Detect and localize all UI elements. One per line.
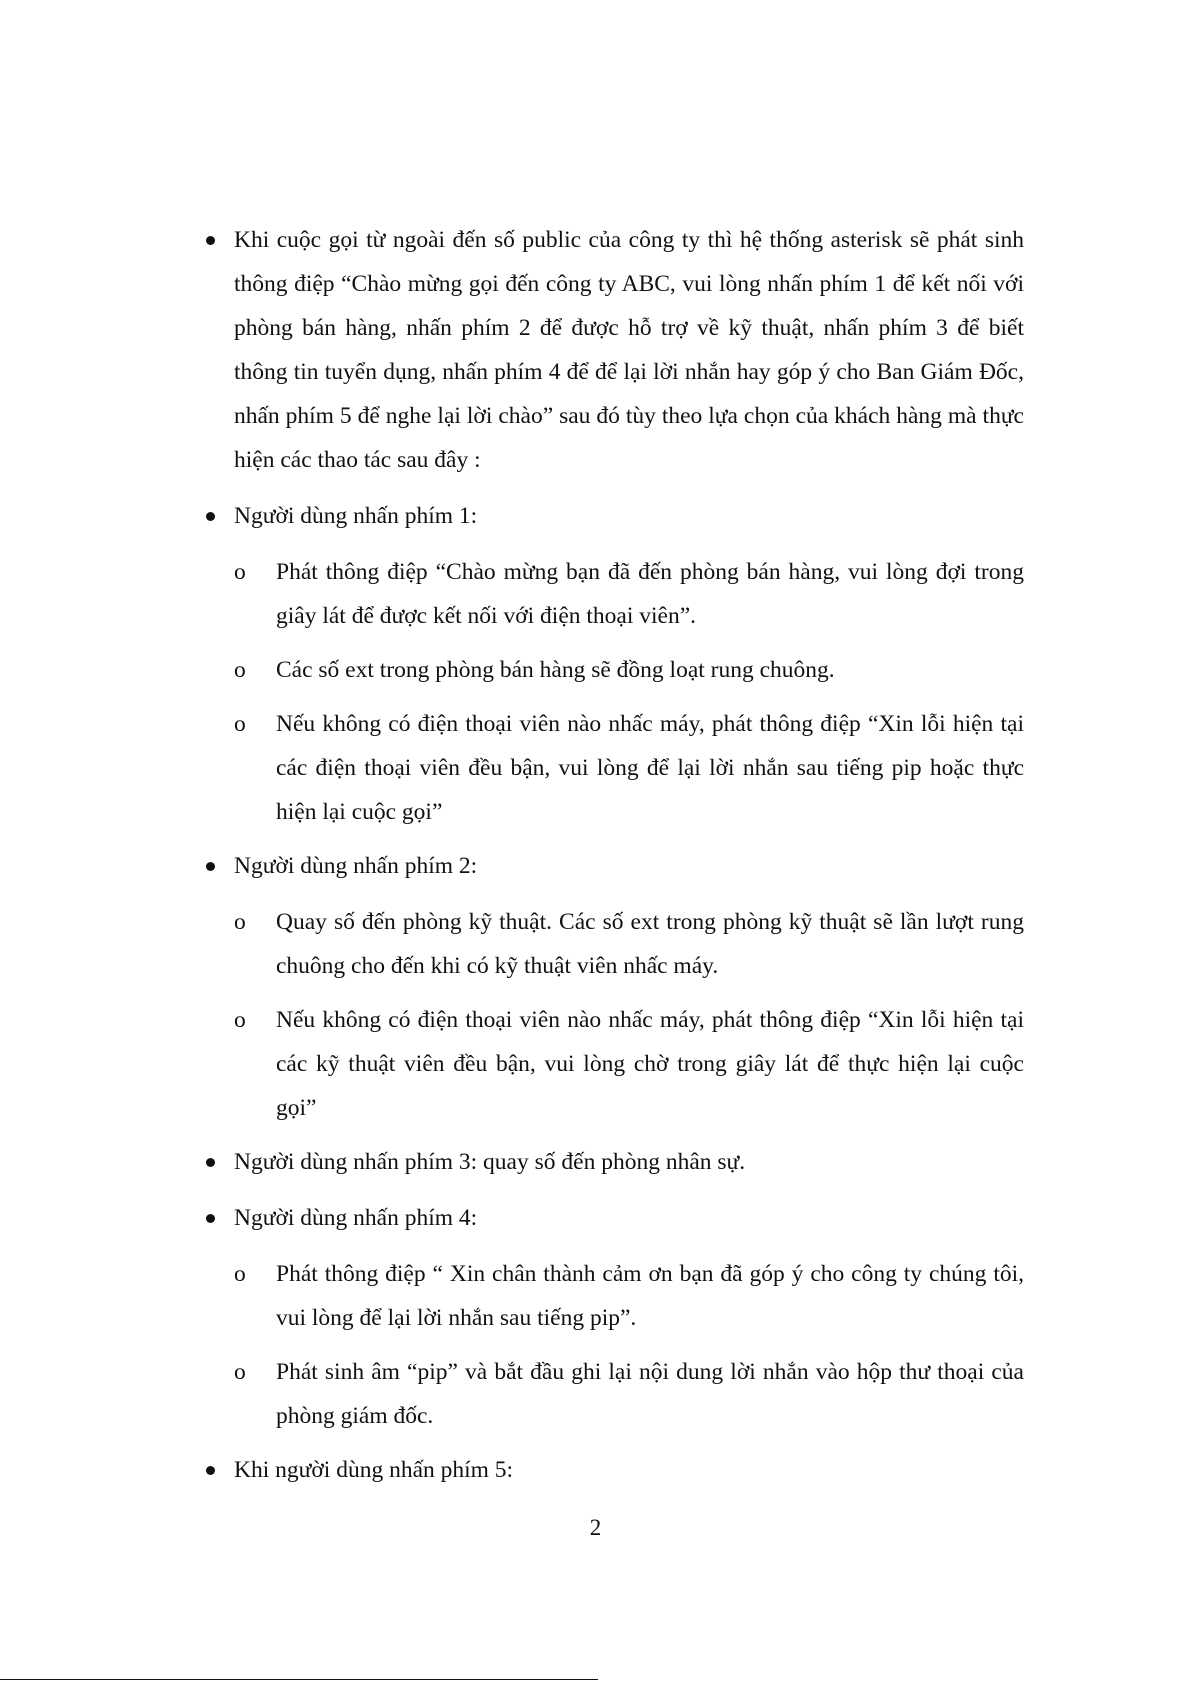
- sub-item: [234, 648, 1024, 692]
- sub-marker: o: [234, 657, 246, 683]
- bullet-text: Khi người dùng nhấn phím 5:: [234, 1457, 514, 1483]
- bullet-text: Người dùng nhấn phím 4:: [234, 1205, 478, 1231]
- sub-item: [234, 998, 1024, 1130]
- sub-text: Phát thông điệp “Chào mừng bạn đã đến phòng bán hàng, vui lòng đợi trong giây lát để được kết nối với điện thoại viên”.: [276, 559, 1024, 629]
- bullet-item: [206, 494, 1024, 538]
- bullet-text: Người dùng nhấn phím 2:: [234, 853, 478, 879]
- sub-text: Phát sinh âm “pip” và bắt đầu ghi lại nội dung lời nhắn vào hộp thư thoại của phòng giám đốc.: [276, 1359, 1024, 1429]
- sub-item: [234, 702, 1024, 834]
- sub-text: Quay số đến phòng kỹ thuật. Các số ext trong phòng kỹ thuật sẽ lần lượt rung chuông cho đến khi có kỹ thuật viên nhấc máy.: [276, 909, 1024, 979]
- sub-marker: o: [234, 1007, 246, 1033]
- footer-divider: [0, 1679, 598, 1680]
- bullet-item: [206, 1196, 1024, 1240]
- bullet-text: Khi cuộc gọi từ ngoài đến số public của công ty thì hệ thống asterisk sẽ phát sinh thông điệp “Chào mừng gọi đến công ty ABC, vui lòng nhấn phím 1 để kết nối với phòng bán hàng, nhấn phím 2 để được hỗ trợ về kỹ thuật, nhấn phím 3 để biết thông tin tuyển dụng, nhấn phím 4 để để lại lời nhắn hay góp ý cho Ban Giám Đốc, nhấn phím 5 để nghe lại lời chào” sau đó tùy theo lựa chọn của khách hàng mà thực hiện các thao tác sau đây :: [234, 227, 1024, 473]
- sub-marker: o: [234, 909, 246, 935]
- sub-marker: o: [234, 1359, 246, 1385]
- sub-marker: o: [234, 711, 246, 737]
- bullet-item: [206, 218, 1024, 482]
- bullet-item: [206, 1140, 1024, 1184]
- sub-item: [234, 550, 1024, 638]
- sub-item: [234, 900, 1024, 988]
- bullet-item: [206, 844, 1024, 888]
- sub-text: Các số ext trong phòng bán hàng sẽ đồng loạt rung chuông.: [276, 657, 835, 683]
- document-body: [206, 218, 1024, 1504]
- sub-item: [234, 1252, 1024, 1340]
- bullet-item: [206, 1448, 1024, 1492]
- bullet-text: Người dùng nhấn phím 1:: [234, 503, 478, 529]
- sub-marker: o: [234, 559, 246, 585]
- sub-marker: o: [234, 1261, 246, 1287]
- sub-text: Nếu không có điện thoại viên nào nhấc máy, phát thông điệp “Xin lỗi hiện tại các kỹ thuật viên đều bận, vui lòng chờ trong giây lát để thực hiện lại cuộc gọi”: [276, 1007, 1024, 1121]
- page-number: 2: [589, 1515, 602, 1540]
- sub-text: Phát thông điệp “ Xin chân thành cảm ơn bạn đã góp ý cho công ty chúng tôi, vui lòng để lại lời nhắn sau tiếng pip”.: [276, 1261, 1024, 1331]
- sub-text: Nếu không có điện thoại viên nào nhấc máy, phát thông điệp “Xin lỗi hiện tại các điện thoại viên đều bận, vui lòng để lại lời nhắn sau tiếng pip hoặc thực hiện lại cuộc gọi”: [276, 711, 1024, 825]
- sub-item: [234, 1350, 1024, 1438]
- bullet-text: Người dùng nhấn phím 3: quay số đến phòng nhân sự.: [234, 1149, 746, 1175]
